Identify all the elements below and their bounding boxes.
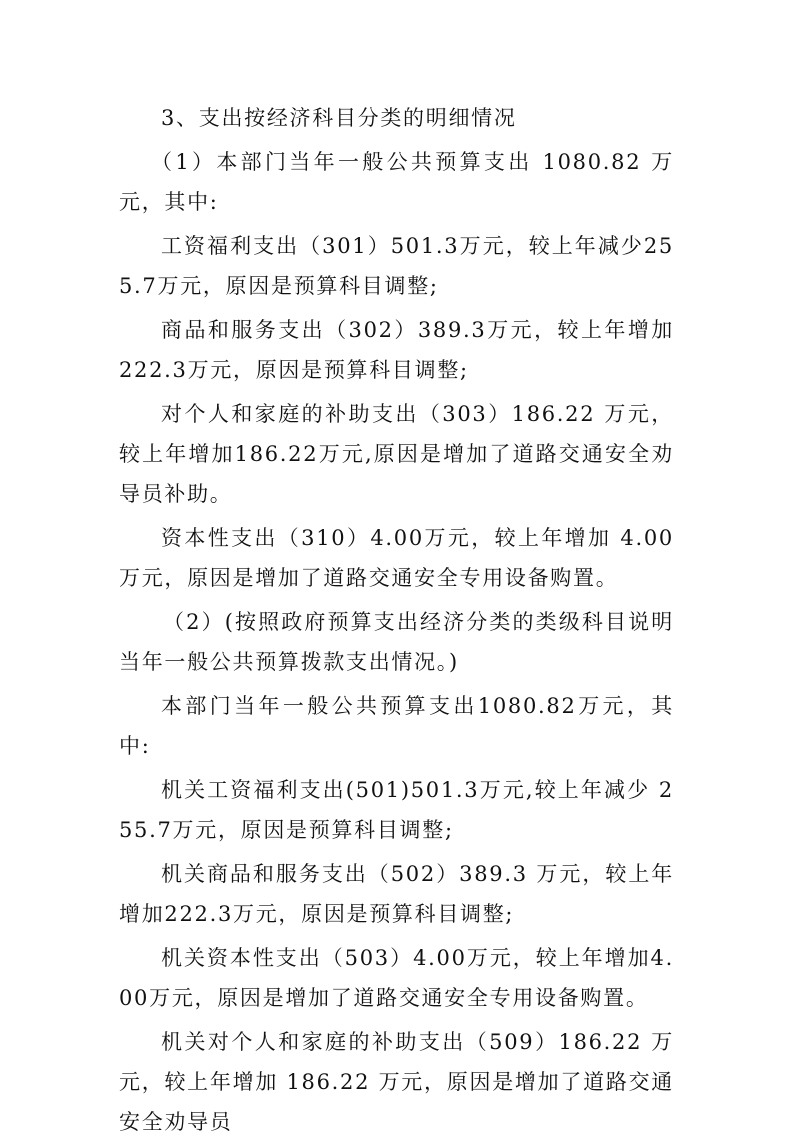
paragraph-agency-salary-welfare: 机关工资福利支出(501)501.3万元,较上年减少 255.7万元，原因是预算科目调整; [119, 778, 674, 842]
paragraph-capital-expenditure: 资本性支出（310）4.00万元，较上年增加 4.00万元，原因是增加了道路交通安全专用设备购置。 [119, 526, 674, 590]
paragraph-goods-services: 商品和服务支出（302）389.3万元，较上年增加222.3万元，原因是预算科目调整; [119, 318, 674, 382]
section-heading: 3、支出按经济科目分类的明细情况 [161, 106, 517, 130]
subsection-2-intro: （2）(按照政府预算支出经济分类的类级科目说明当年一般公共预算拨款支出情况。) [119, 610, 674, 674]
subsection-1-intro: （1）本部门当年一般公共预算支出 1080.82 万元，其中: [119, 150, 674, 214]
paragraph-agency-personal-family-subsidy: 机关对个人和家庭的补助支出（509）186.22 万元，较上年增加 186.22 万元，原因是增加了道路交通安全劝导员 [119, 1030, 674, 1134]
paragraph-agency-capital-expenditure: 机关资本性支出（503）4.00万元，较上年增加4.00万元，原因是增加了道路交通安全专用设备购置。 [119, 946, 674, 1010]
paragraph-personal-family-subsidy: 对个人和家庭的补助支出（303）186.22 万元，较上年增加186.22万元,原因是增加了道路交通安全劝导员补助。 [119, 402, 674, 506]
paragraph-total-expenditure: 本部门当年一般公共预算支出1080.82万元，其中: [119, 694, 674, 758]
paragraph-salary-welfare: 工资福利支出（301）501.3万元，较上年减少255.7万元，原因是预算科目调整; [119, 234, 674, 298]
paragraph-agency-goods-services: 机关商品和服务支出（502）389.3 万元，较上年增加222.3万元，原因是预算科目调整; [119, 862, 674, 926]
